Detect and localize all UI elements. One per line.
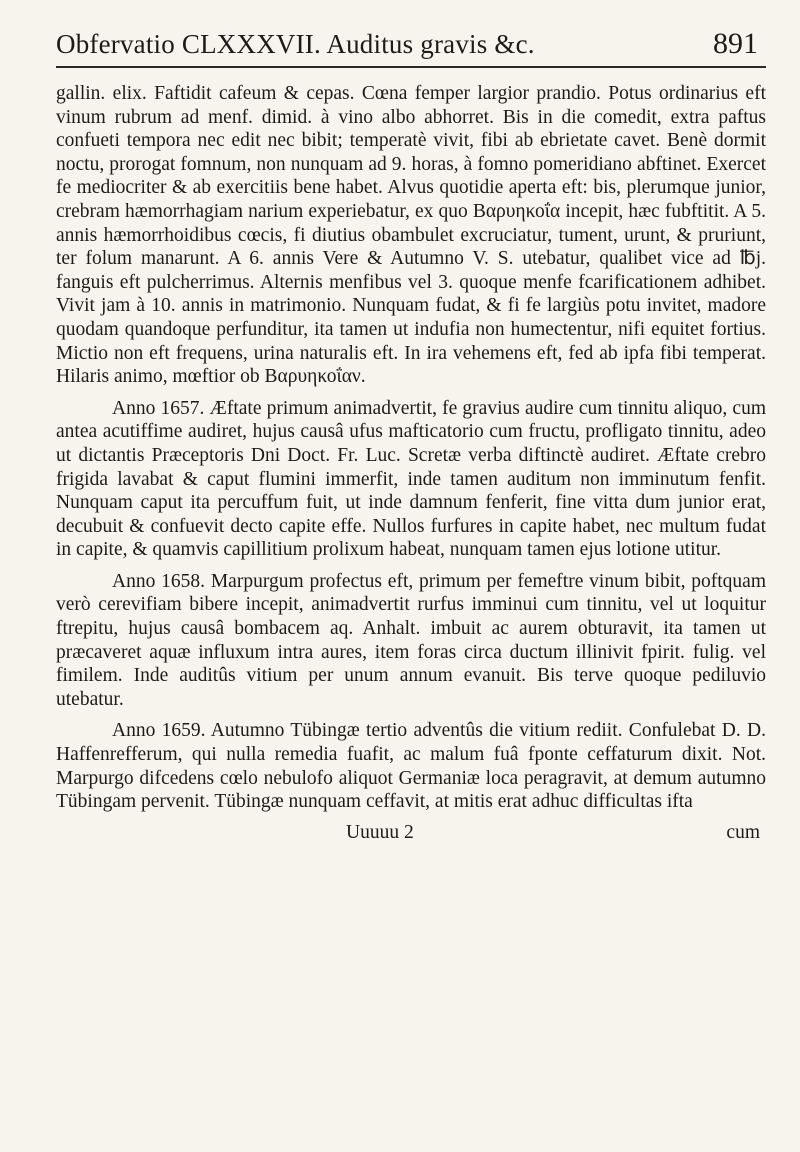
body-text xyxy=(56,82,766,814)
running-title: Obfervatio CLXXXVII. Auditus gravis &c. xyxy=(56,29,535,59)
paragraph-anno-1657: Anno 1657. Æftate primum animadvertit, fe gravius audire cum tinnitu aliquo, cum antea acutiffime audiret, hujus causâ ufus mafticatorio cum fructu, profligato tinnitu, adeo ut dictantis Præceptoris Dni Doct. Fr. Luc. Scretæ verba diftinctè audiret. Æftate crebro frigida lavabat & caput flumini immerfit, inde tamen auditum non imminutum fenfit. Nunquam caput ita percuffum fuit, ut inde damnum fenferit, fine vitta dum junior erat, decubuit & confuevit decto capite effe. Nullos furfures in capite habet, nec multum fudat in capite, & quamvis capillitium prolixum habeat, nunquam tamen ejus lotione utitur. xyxy=(56,397,766,561)
page-footer xyxy=(56,822,766,844)
paragraph-anno-1659: Anno 1659. Autumno Tübingæ tertio adventûs die vitium rediit. Confulebat D. D. Haffenrefferum, qui nulla remedia fuafit, ac malum fuâ fponte ceffaturum dixit. Not. Marpurgo difcedens cœlo nebulofo aliquot Germaniæ loca peragravit, at demum autumno Tübingam pervenit. Tübingæ nunquam ceffavit, at mitis erat adhuc difficultas ifta xyxy=(56,720,766,813)
signature-mark: Uuuuu 2 xyxy=(346,821,414,843)
page-number: 891 xyxy=(713,27,758,60)
header-rule xyxy=(56,66,766,68)
paragraph-continuation: gallin. elix. Faftidit cafeum & cepas. Cœna femper largior prandio. Potus ordinarius eft vinum rubrum ad menf. dimid. à vino albo abhorret. Bis in die comedit, extra paftus confueti tempora nec edit nec bibit; temperatè vivit, fibi ab ebrietate cavet. Benè dormit noctu, prorogat fomnum, non nunquam ad 9. horas, à fomno pomeridiano abftinet. Exercet fe mediocriter & ab exercitiis bene habet. Alvus quotidie aperta eft: bis, plerumque junior, crebram hæmorrhagiam narium experiebatur, ex quo Βαρυηκοΐα incepit, hæc fubftitit. A 5. annis hæmorrhoidibus cœcis, fi diutius obambulet excruciatur, tument, urunt, & pruriunt, ter folum manarunt. A 6. annis Vere & Autumno V. S. utebatur, qualibet vice ad ℔j. fanguis eft pulcherrimus. Alternis menfibus vel 3. quoque menfe fcarificationem adhibet. Vivit jam à 10. annis in matrimonio. Nunquam fudat, & fi fe largiùs potu invitet, madore quodam quandoque perfunditur, ita tamen ut indufia non humectentur, nifi equitet fortius. Mictio non eft frequens, urina naturalis eft. In ira vehemens eft, fed ab ipfa fibi temperat. Hilaris animo, mœftior ob Βαρυηκοΐαν. xyxy=(56,83,766,388)
paragraph-anno-1658: Anno 1658. Marpurgum profectus eft, primum per femeftre vinum bibit, poftquam verò cerevifiam bibere incepit, animadvertit rurfus imminui cum tinnitu, vel ut loquitur ftrepitu, hujus causâ bombacem aq. Anhalt. imbuit ac aurem obturavit, ita tamen ut præcaveret aquæ influxum intra aures, item foras circa ductum illinivit fpirit. fulig. vel fimilem. Inde auditûs vitium per unum annum evanuit. Bis terve quoque pediluvio utebatur. xyxy=(56,570,766,710)
running-head xyxy=(56,28,766,60)
catchword: cum xyxy=(726,821,760,843)
